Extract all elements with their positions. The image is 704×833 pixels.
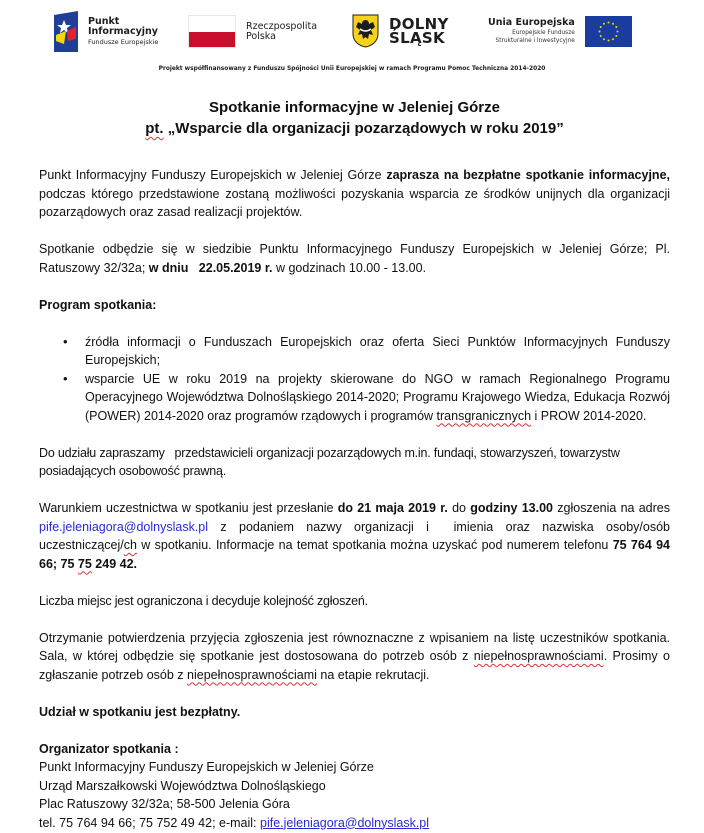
organizer-line-1: Punkt Informacyjny Funduszy Europejskich w Jeleniej Górze <box>39 760 374 774</box>
confirmation-text-3: na etapie rekrutacji. <box>316 667 430 682</box>
ue-logo-line1: Unia Europejska <box>488 16 575 28</box>
conditions-paragraph <box>39 499 674 573</box>
header-logos <box>0 0 704 60</box>
intro-text-2: podczas którego przedstawione zostaną możliwości pozyskania wsparcia ze środków unijnych dla organizacji pozarządowych oraz zasad realizacji projektów. <box>39 186 670 219</box>
location-text-2: w godzinach 10.00 - 13.00. <box>272 260 427 275</box>
free-participation-note: Udział w spotkaniu jest bezpłatny. <box>39 704 241 719</box>
eu-flag-icon <box>585 16 632 47</box>
organizer-contact <box>39 814 670 833</box>
location-text-1: Spotkanie odbędzie się w siedzibie Punktu Informacyjnego Funduszy Europejskich w Jeleniej Górze; Pl. Ratuszowy 32/32a; <box>39 242 670 275</box>
deadline-date: do 21 maja 2019 r. <box>337 501 448 515</box>
dolny-slask-logo <box>352 13 449 49</box>
contact-prefix: tel. 75 764 94 66; 75 752 49 42; e-mail: <box>39 815 260 830</box>
intro-bold: zaprasza na bezpłatne spotkanie informacyjne, <box>386 168 670 182</box>
audience-paragraph: Do udziału zapraszamy przedstawicieli organizacji pozarządowych m.in. fundaqi, stowarzyszeń, towarzystw posiadających osobowość prawną. <box>39 445 623 478</box>
program-item <box>85 370 670 426</box>
fundusze-europejskie-logo-icon <box>54 11 78 52</box>
conditions-text-2: do <box>447 501 471 515</box>
meeting-date: w dniu 22.05.2019 r. <box>148 260 273 275</box>
location-paragraph <box>39 240 670 277</box>
rp-logo-line1: Rzeczpospolita <box>246 20 318 32</box>
confirmation-text-1: Otrzymanie potwierdzenia przyjęcia zgłoszenia jest równoznaczne z wpisaniem na listę uczestników spotkania. Sala, w której odbędzie się spotkanie jest dostosowana do potrzeb osób z <box>39 630 670 663</box>
ue-logo-line2: Europejskie Fundusze <box>512 29 575 36</box>
conditions-text-4: z podaniem nazwy organizacji i imienia oraz nazwiska osoby/osób uczestniczącej/ <box>39 519 674 552</box>
title-subject: „Wsparcie dla organizacji pozarządowych w roku 2019” <box>163 120 564 137</box>
conditions-text-1: Warunkiem uczestnictwa w spotkaniu jest przesłanie <box>39 501 338 515</box>
email-link[interactable]: pife.jeleniagora@dolnyslask.pl <box>39 519 209 534</box>
spellcheck-word: 75 <box>77 556 92 571</box>
confirmation-paragraph <box>39 629 670 685</box>
rp-logo-line2: Polska <box>246 30 276 42</box>
title-prefix: pt. <box>145 120 164 137</box>
program-item-text: źródła informacji o Funduszach Europejskich oraz oferta Sieci Punktów Informacyjnych Funduszy Europejskich; <box>85 334 670 367</box>
punkt-informacyjny-logo <box>54 10 158 52</box>
punkt-logo-line1: Punkt <box>88 15 120 27</box>
limited-seats-note: Liczba miejsc jest ograniczona i decyduje kolejność zgłoszeń. <box>39 593 368 608</box>
title-line-1: Spotkanie informacyjne w Jeleniej Górze <box>209 99 500 116</box>
program-list <box>39 333 670 426</box>
document-body <box>39 97 674 832</box>
spellcheck-word: transgranicznych <box>436 408 532 423</box>
phone-numbers-end: 249 42. <box>91 556 138 571</box>
program-item-text-end: i PROW 2014-2020. <box>531 408 647 423</box>
organizer-line-3: Plac Ratuszowy 32/32a; 58-500 Jelenia Góra <box>39 797 290 811</box>
organizer-block <box>39 740 670 833</box>
punkt-logo-line3: Fundusze Europejskie <box>88 37 159 46</box>
conditions-text-5: w spotkaniu. Informacje na temat spotkania można uzyskać pod numerem telefonu <box>136 538 613 552</box>
spellcheck-word: ch <box>123 538 137 552</box>
ue-logo-line3: Strukturalne i Inwestycyjne <box>495 37 575 44</box>
lower-silesia-coat-of-arms-icon <box>352 14 379 48</box>
rzeczpospolita-polska-logo <box>188 15 317 48</box>
polish-flag-icon <box>188 15 236 48</box>
phone-numbers: 75 764 94 66; 75 <box>39 538 670 571</box>
intro-text-1: Punkt Informacyjny Funduszy Europejskich w Jeleniej Górze <box>39 168 387 182</box>
organizer-heading: Organizator spotkania : <box>39 741 179 756</box>
intro-paragraph <box>39 166 670 222</box>
program-heading: Program spotkania: <box>39 297 157 312</box>
document-title <box>39 97 670 139</box>
organizer-line-2: Urząd Marszałkowski Województwa Dolnośląskiego <box>39 778 326 793</box>
unia-europejska-logo <box>488 14 632 48</box>
spellcheck-word: niepełnosprawnościami <box>187 667 317 682</box>
program-item-text: wsparcie UE w roku 2019 na projekty skierowane do NGO w ramach Regionalnego Programu Operacyjnego Województwa Dolnośląskiego 2014-2020; Programu Krajowego Wiedza, Edukacja Rozwój (POWER) 2014-2020 oraz programów rządowych i programów <box>85 371 670 423</box>
confirmation-text-2: . Prosimy o zgłaszanie potrzeb osób z <box>39 649 670 682</box>
organizer-email-link[interactable]: pife.jeleniagora@dolnyslask.pl <box>260 815 430 830</box>
spellcheck-word: niepełnosprawnościami <box>473 649 604 663</box>
deadline-hour: godziny 13.00 <box>470 501 554 515</box>
conditions-text-3: zgłoszenia na adres <box>553 501 670 515</box>
cofinance-note: Projekt współfinansowany z Funduszu Spójności Unii Europejskiej w ramach Programu Pomoc Techniczna 2014-2020 <box>158 66 546 72</box>
title-line-2 <box>39 118 670 139</box>
ds-logo-line1: DOLNY <box>389 14 449 33</box>
punkt-logo-line2: Informacyjny <box>88 25 158 37</box>
ds-logo-line2: ŚLĄSK <box>389 29 445 47</box>
program-item <box>85 333 670 370</box>
